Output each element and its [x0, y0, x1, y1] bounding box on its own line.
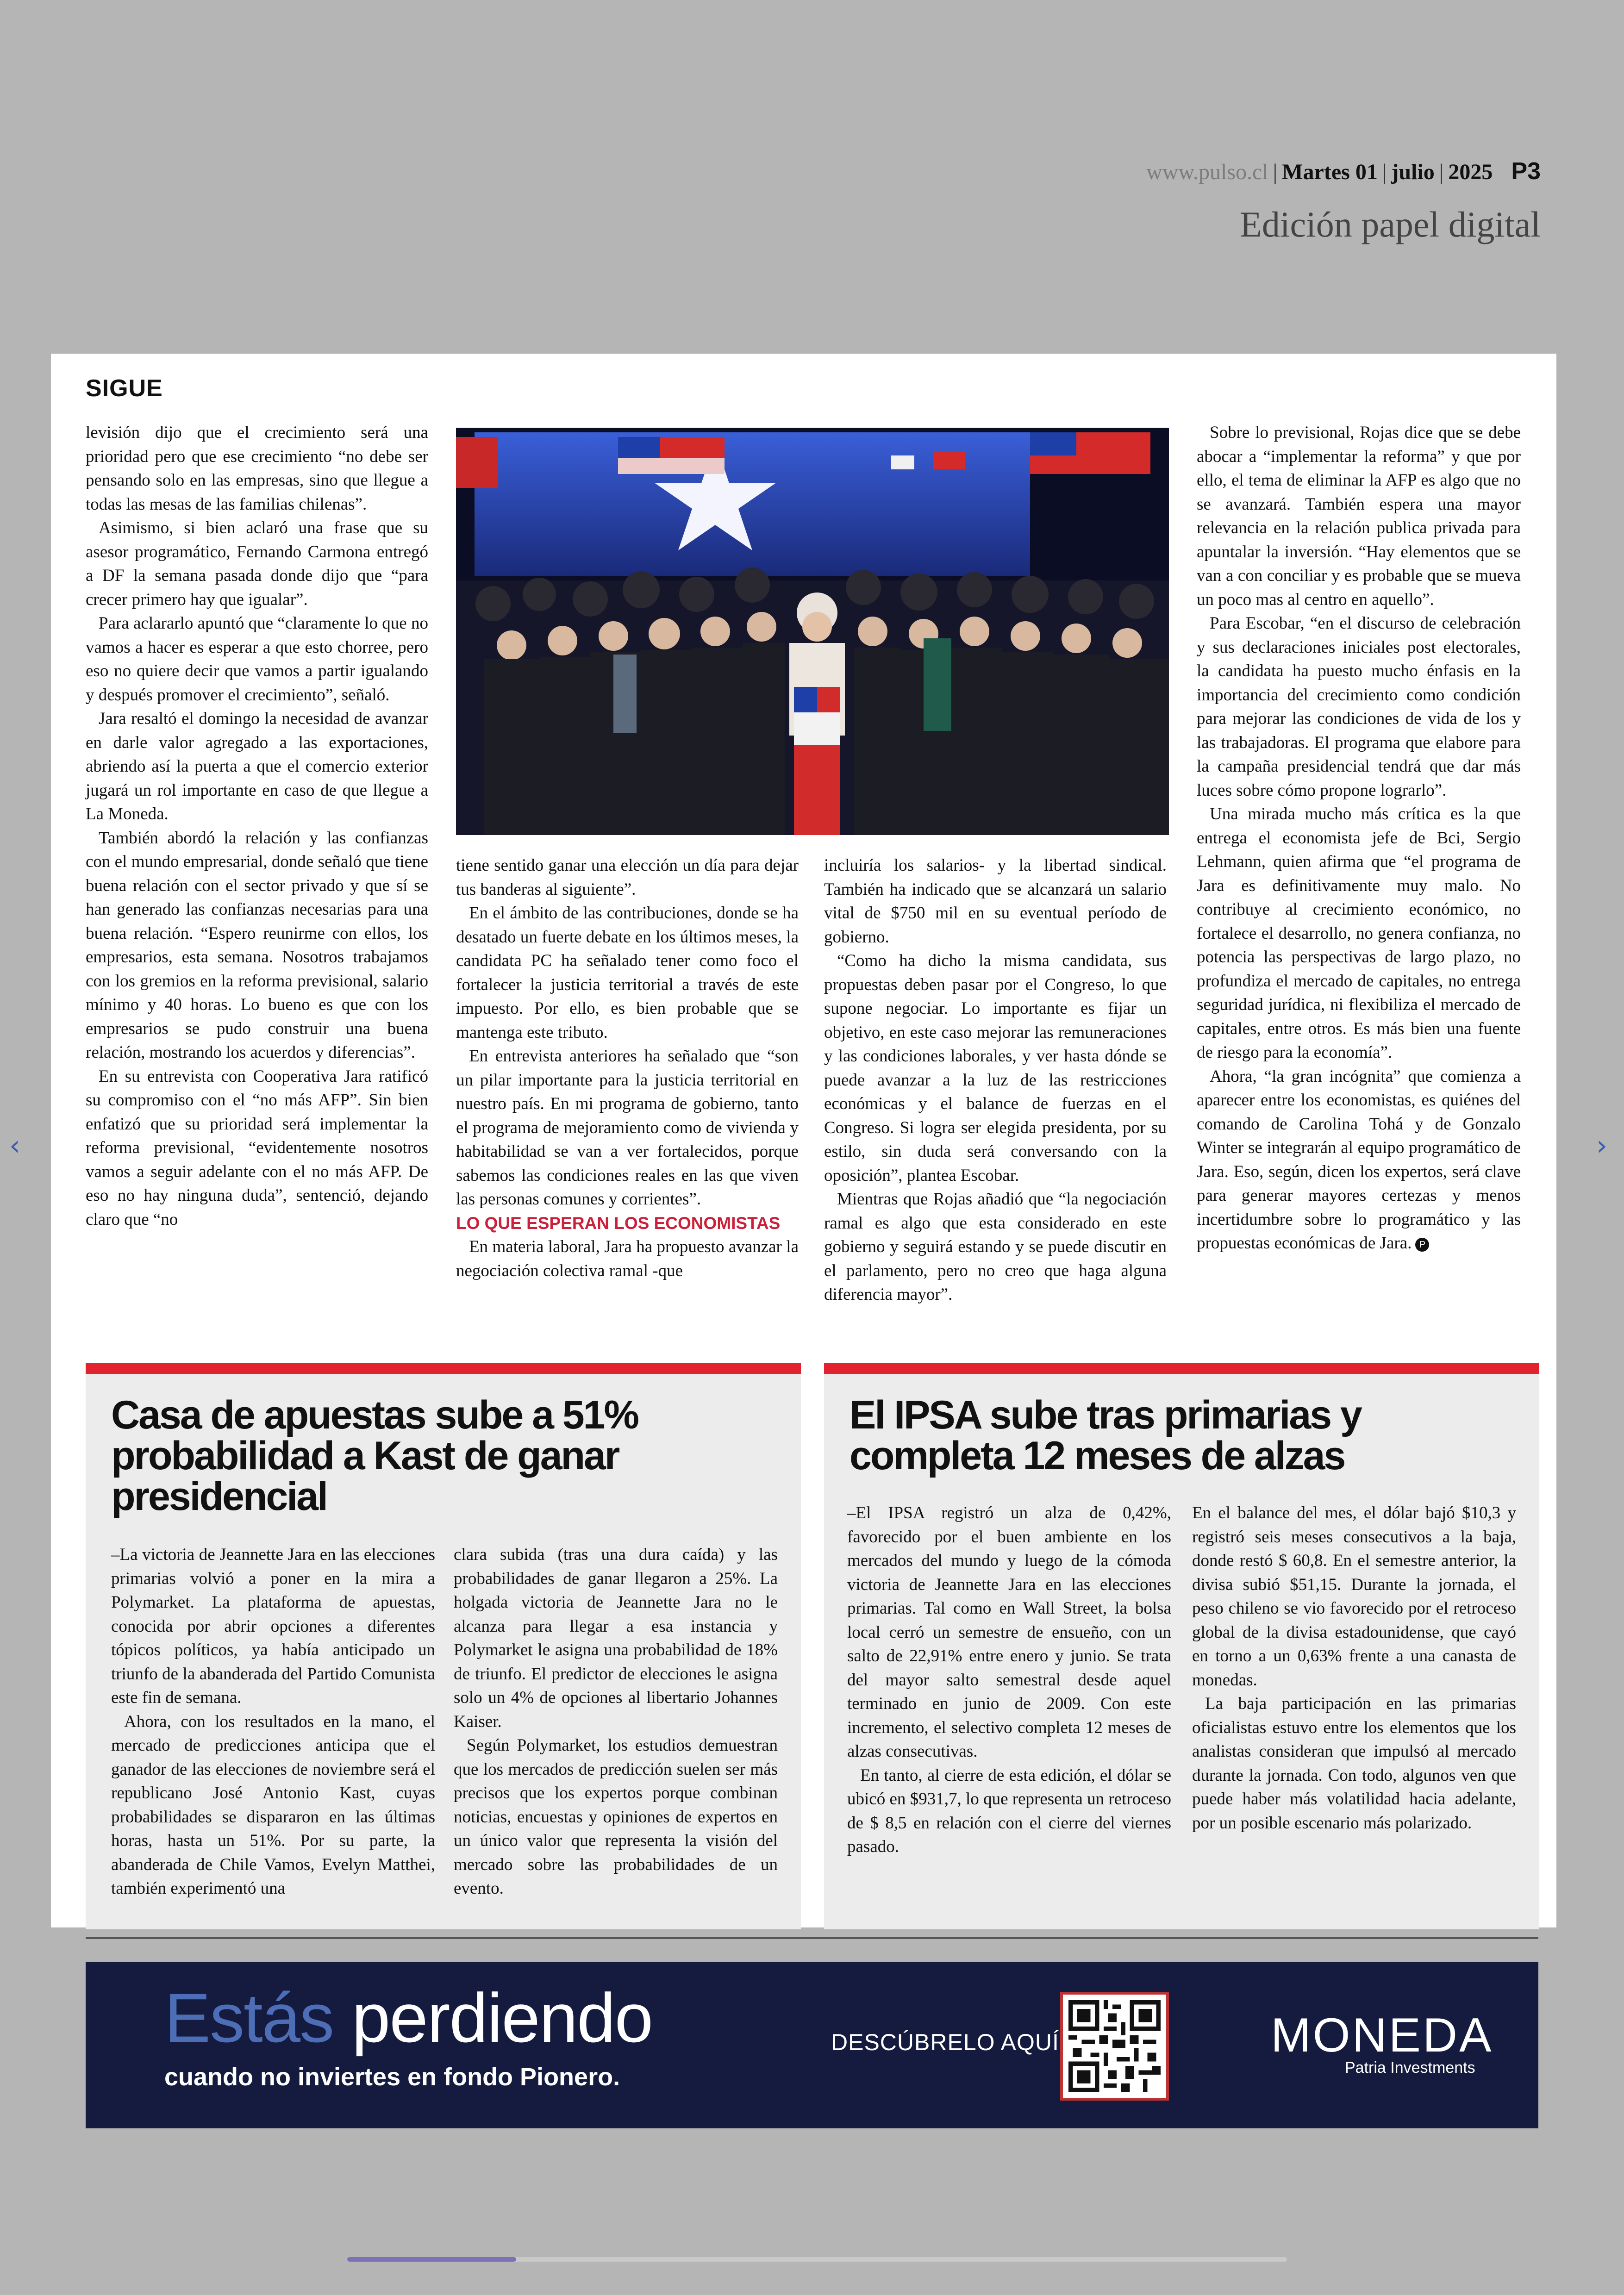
- page-number: P3: [1511, 158, 1541, 185]
- paragraph: tiene sentido ganar una elección un día para dejar tus banderas al siguiente”.: [456, 856, 799, 899]
- advertisement-banner[interactable]: [86, 1962, 1538, 2128]
- prev-page-arrow[interactable]: [9, 1129, 28, 1162]
- paragraph: Para aclararlo apuntó que “claramente lo que no vamos a hacer es esperar a que esto chorree, pero eso no quiere decir que vamos a partir igualando y después promover el crecimiento”, señaló.: [86, 614, 428, 705]
- box-column-1: [847, 1501, 1171, 1859]
- header-dateline: www.pulso.cl | Martes 01 | julio | 2025 P3: [1146, 158, 1541, 185]
- paragraph: En materia laboral, Jara ha propuesto avanzar la negociación colectiva ramal -que: [456, 1237, 799, 1280]
- paragraph: levisión dijo que el crecimiento será una prioridad pero que ese crecimiento “no debe ser pensando solo en las empresas, sino que llegue a todas las mesas de las familias chilenas”.: [86, 423, 428, 514]
- box-headline: El IPSA sube tras primarias y completa 12 meses de alzas: [849, 1393, 1361, 1478]
- box-column-2: [454, 1543, 778, 1901]
- paragraph: Una mirada mucho más crítica es la que entrega el economista jefe de Bci, Sergio Lehmann, quien afirma que “el programa de Jara es definitivamente muy malo. No contribuye al crecimiento económico, no fortalece el desarrollo, no genera confianza, no potencia las perspectivas de largo plazo, no profundiza el mercado de capitales, no entrega seguridad jurídica, ni flexibiliza el mercado de capitales, entre otros. Es más bien una fuente de riesgo para la economía”.: [1197, 804, 1521, 1062]
- paragraph: Según Polymarket, los estudios demuestran que los mercados de predicción suelen ser más precisos que los expertos porque combinan noticias, encuestas y opiniones de expertos en un único valor que representa la visión del mercado sobre las probabilidades de un evento.: [454, 1736, 778, 1898]
- box-column-2: [1192, 1501, 1516, 1835]
- rally-photo-image: [456, 428, 1169, 835]
- article-column-4: [1197, 421, 1521, 1255]
- next-page-arrow[interactable]: [1596, 1129, 1615, 1162]
- article-column-1: [86, 421, 428, 1231]
- date-day: Martes 01: [1282, 160, 1378, 184]
- ad-brand-subtitle: Patria Investments: [1345, 2059, 1475, 2077]
- paragraph: “Como ha dicho la misma candidata, sus propuestas deben pasar por el Congreso, lo que supone negociar. Lo importante es fijar un objetivo, en este caso mejorar las remuneraciones y las condiciones laborales, y ver hasta dónde se puede avanzar a la luz de las restricciones económicas y el balance de fuerzas en el Congreso. Si logra ser elegida presidenta, por su estilo, sin duda será conversando con la oposición”, plantea Escobar.: [824, 951, 1167, 1185]
- chevron-right-icon: ›: [1596, 1129, 1607, 1162]
- paragraph: En su entrevista con Cooperativa Jara ratificó su compromiso con el “no más AFP”. Sin bien enfatizó que su prioridad será implementar la reforma previsional, “evidentemente nosotros vamos a seguir adelante con el no más AFP. De eso no hay ninguna duda”, sentenció, dejando claro que “no: [86, 1066, 428, 1229]
- qr-code-graphic: [1068, 2000, 1161, 2092]
- page-scrollbar-thumb[interactable]: [347, 2257, 516, 2262]
- sidebar-box-betting: [86, 1363, 801, 1929]
- section-label: SIGUE: [86, 375, 163, 402]
- paragraph: En entrevista anteriores ha señalado que “son un pilar importante para la justicia territorial en nuestro país. En mi programa de gobierno, tanto el programa de mejoramiento como de vivienda y habitabilidad se van a ver fortalecidos, porque sabemos las condiciones reales en las que viven las personas comunes y corrientes”.: [456, 1047, 799, 1209]
- ad-headline: [164, 1978, 652, 2058]
- ad-headline-rest: perdiendo: [333, 1979, 653, 2057]
- subheading: LO QUE ESPERAN LOS ECONOMISTAS: [456, 1213, 781, 1233]
- page-scrollbar[interactable]: [347, 2257, 1287, 2262]
- paragraph: La baja participación en las primarias oficialistas estuvo entre los elementos que los analistas consideran que impulsó al mercado durante la jornada. Con todo, algunos ven que puede haber más volatilidad hacia adelante, por un posible escenario más polarizado.: [1192, 1694, 1516, 1833]
- ad-subline: cuando no inviertes en fondo Pionero.: [164, 2063, 620, 2091]
- box-column-1: [111, 1543, 435, 1901]
- paragraph: Asimismo, si bien aclaró una frase que su asesor programático, Fernando Carmona entregó a DF la semana pasada donde dijo que “para crecer primero hay que igualar”.: [86, 518, 428, 609]
- ad-cta-label[interactable]: DESCÚBRELO AQUÍ: [831, 2029, 1059, 2055]
- site-url[interactable]: www.pulso.cl: [1146, 160, 1268, 184]
- paragraph: Ahora, “la gran incógnita” que comienza a aparecer entre los economistas, es quiénes del comando de Carolina Tohá y de Gonzalo Winter se integrarán al equipo programático de Jara. Eso, según, dicen los expertos, será clave para generar mayores certezas y menos incertidumbre sobre lo programático y las propuestas económicas de Jara. P: [1197, 1066, 1521, 1253]
- ad-brand-logo: MONEDA: [1271, 2008, 1493, 2062]
- masthead: [0, 157, 1624, 264]
- article-column-3: [824, 854, 1167, 1307]
- paragraph: En el balance del mes, el dólar bajó $10,3 y registró seis meses consecutivos a la baja, donde restó $ 60,8. En el semestre anterior, la divisa subió $51,15. Durante la jornada, el peso chileno se vio favorecido por el retroceso global de la divisa estadounidense, que cayó en torno a un 0,63% frente a una canasta de monedas.: [1192, 1503, 1516, 1690]
- chevron-left-icon: ‹: [9, 1129, 20, 1162]
- paragraph: Sobre lo previsional, Rojas dice que se debe abocar a “implementar la reforma” y que por ello, el tema de eliminar la AFP es algo que no se avanzará. También espera una mayor relevancia en la relación publica privada para apuntalar la inversión. “Hay elementos que se van a con conciliar y es probable que se mueva un poco mas al centro en aquello”.: [1197, 423, 1521, 609]
- newspaper-page: [51, 354, 1556, 1927]
- paragraph: Mientras que Rojas añadió que “la negociación ramal es algo que esta considerado en este gobierno y seguirá estando y se puede discutir en el parlamento, pero no creo que haga alguna diferencia mayor”.: [824, 1190, 1167, 1304]
- ad-headline-accent: Estás: [164, 1979, 334, 2057]
- date-month: julio: [1391, 160, 1435, 184]
- paragraph: –La victoria de Jeannette Jara en las elecciones primarias volvió a poner en la mira a Polymarket. La plataforma de apuestas, conocida por abrir opciones a diferentes tópicos políticos, ya había anticipado un triunfo de la abanderada del Partido Comunista este fin de semana.: [111, 1545, 435, 1707]
- paragraph: En tanto, al cierre de esta edición, el dólar se ubicó en $931,7, lo que representa un retroceso de $ 8,5 en relación con el cierre del viernes pasado.: [847, 1765, 1171, 1856]
- paragraph: Ahora, con los resultados en la mano, el mercado de predicciones anticipa que el ganador de las elecciones de noviembre será el republicano José Antonio Kast, cuyas probabilidades se dispararon en las últimas horas, hasta un 51%. Por su parte, la abanderada de Chile Vamos, Evelyn Matthei, también experimentó una: [111, 1712, 435, 1898]
- sidebar-box-ipsa: [824, 1363, 1539, 1929]
- ad-divider: [86, 1937, 1538, 1939]
- paragraph: También abordó la relación y las confianzas con el mundo empresarial, donde señaló que tiene buena relación con el sector privado y que sí se han generado las confianzas necesarias para una buena relación. “Espero reunirme con ellos, los empresarios, esta semana. Nosotros trabajamos con los gremios en la reforma previsional, salario mínimo y 40 horas. Lo bueno es que con los empresarios se pudo construir una buena relación, mostrando los acuerdos y diferencias”.: [86, 828, 428, 1062]
- paragraph: Jara resaltó el domingo la necesidad de avanzar en darle valor agregado a las exportaciones, abriendo así la puerta a que el comercio exterior jugará un rol importante en caso de que llegue a La Moneda.: [86, 709, 428, 823]
- paragraph: clara subida (tras una dura caída) y las probabilidades de ganar llegaron a 25%. La holgada victoria de Jeannette Jara no le alcanza para llegar a esa instancia y Polymarket le asigna una probabilidad de 18% de triunfo. El predictor de elecciones le asigna solo un 4% de opciones al libertario Johannes Kaiser.: [454, 1545, 778, 1731]
- campaign-photo: [456, 428, 1169, 835]
- paragraph: Para Escobar, “en el discurso de celebración y sus declaraciones iniciales post electorales, la candidata ha puesto mucho énfasis en la importancia del crecimiento como condición para mejorar las condiciones de vida de los y las trabajadoras. El programa que elabore para la campaña presidencial tendrá que dar más luces sobre cómo propone lograrlo”.: [1197, 614, 1521, 800]
- qr-code-icon[interactable]: [1060, 1992, 1169, 2101]
- article-column-2: [456, 854, 799, 1283]
- date-year: 2025: [1448, 160, 1493, 184]
- paragraph: –El IPSA registró un alza de 0,42%, favorecido por el buen ambiente en los mercados del mundo y luego de la cómoda victoria de Jeannette Jara en las elecciones primarias. Tal como en Wall Street, la bolsa local cerró un semestre de ensueño, con un salto de 22,91% entre enero y junio. Se trata del mayor salto semestral desde aquel terminado en junio de 2009. Con este incremento, el selectivo completa 12 meses de alzas consecutivas.: [847, 1503, 1171, 1761]
- paragraph: En el ámbito de las contribuciones, donde se ha desatado un fuerte debate en los últimos meses, la candidata PC ha señalado tener como foco el fortalecer la justicia territorial a través de este impuesto. Por ello, es bien probable que se mantenga este tributo.: [456, 904, 799, 1042]
- paragraph: incluiría los salarios- y la libertad sindical. También ha indicado que se alcanzará un salario vital de $750 mil en su eventual período de gobierno.: [824, 856, 1167, 947]
- end-of-article-icon: P: [1415, 1238, 1429, 1252]
- edition-title: Edición papel digital: [1240, 204, 1541, 244]
- box-headline: Casa de apuestas sube a 51% probabilidad a Kast de ganar presidencial: [111, 1393, 638, 1519]
